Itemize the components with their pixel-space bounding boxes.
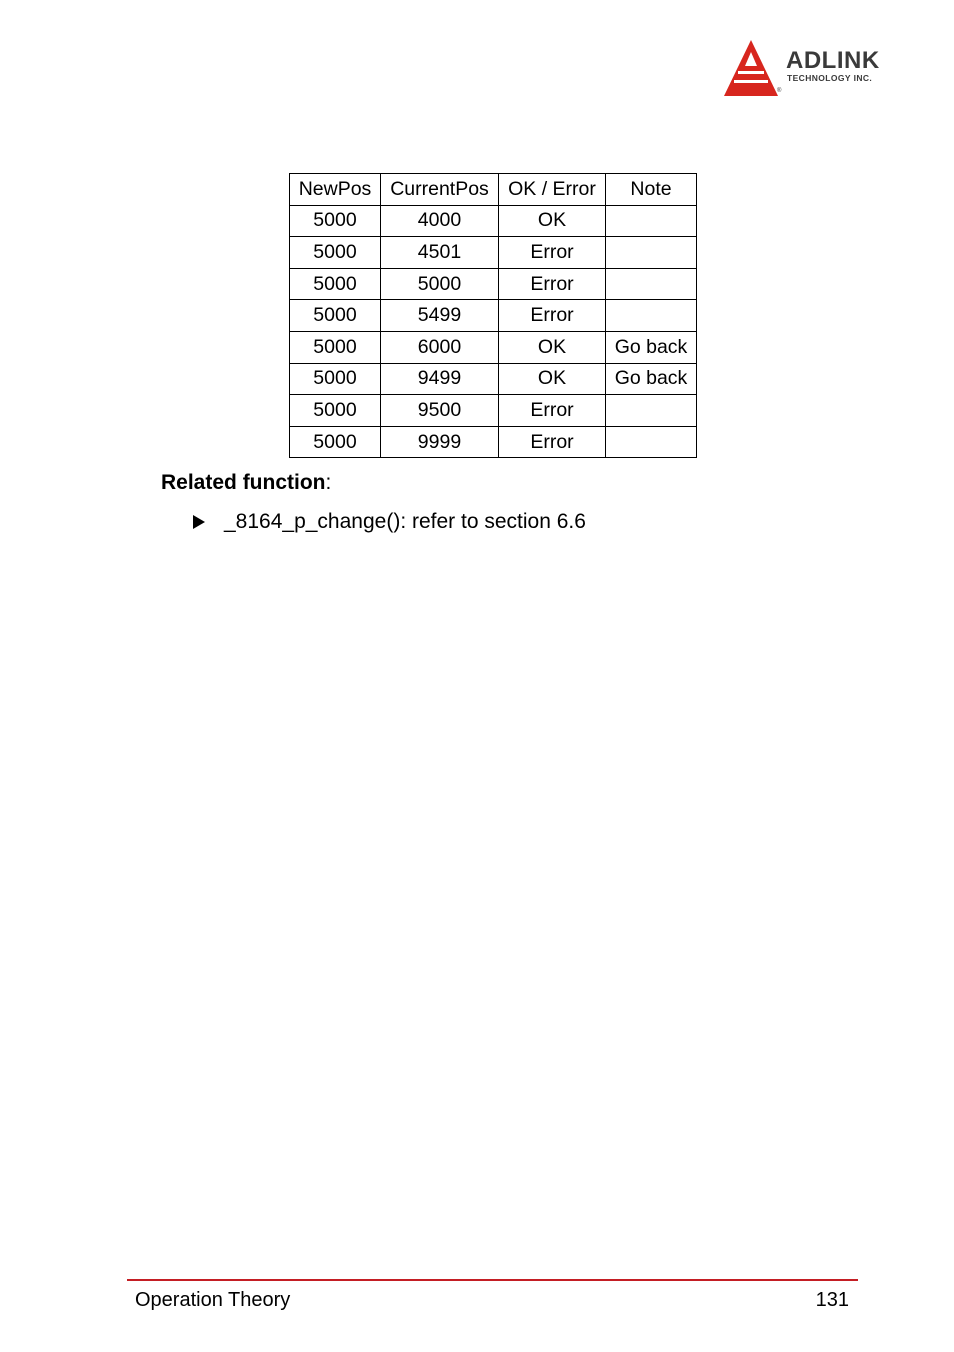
cell-note xyxy=(606,426,697,458)
cell-currentpos: 4501 xyxy=(381,237,499,269)
cell-note xyxy=(606,300,697,332)
related-function-item xyxy=(193,509,586,535)
cell-note: Go back xyxy=(606,331,697,363)
cell-newpos: 5000 xyxy=(290,300,381,332)
cell-currentpos: 9499 xyxy=(381,363,499,395)
table-row xyxy=(290,268,697,300)
cell-status: Error xyxy=(499,268,606,300)
adlink-logo xyxy=(722,38,912,100)
table-row xyxy=(290,237,697,269)
table-row xyxy=(290,331,697,363)
cell-currentpos: 4000 xyxy=(381,205,499,237)
header-note: Note xyxy=(606,174,697,206)
footer-section-title: Operation Theory xyxy=(135,1289,291,1311)
cell-note xyxy=(606,237,697,269)
logo-tagline-text: TECHNOLOGY INC. xyxy=(787,73,873,83)
cell-currentpos: 9500 xyxy=(381,395,499,427)
adlink-triangle-icon xyxy=(722,38,784,100)
position-check-table xyxy=(289,173,697,458)
table-header-row xyxy=(290,174,697,206)
cell-currentpos: 6000 xyxy=(381,331,499,363)
cell-newpos: 5000 xyxy=(290,268,381,300)
cell-status: Error xyxy=(499,426,606,458)
related-function-heading xyxy=(161,470,331,496)
cell-status: OK xyxy=(499,331,606,363)
cell-newpos: 5000 xyxy=(290,331,381,363)
cell-note xyxy=(606,268,697,300)
cell-newpos: 5000 xyxy=(290,395,381,427)
cell-status: Error xyxy=(499,237,606,269)
cell-status: OK xyxy=(499,363,606,395)
logo-registered-mark: ® xyxy=(777,88,782,94)
cell-status: Error xyxy=(499,300,606,332)
cell-note xyxy=(606,205,697,237)
cell-newpos: 5000 xyxy=(290,363,381,395)
table-row xyxy=(290,426,697,458)
related-function-colon: : xyxy=(325,471,332,494)
table-row xyxy=(290,205,697,237)
header-ok-error: OK / Error xyxy=(499,174,606,206)
cell-newpos: 5000 xyxy=(290,237,381,269)
table-row xyxy=(290,395,697,427)
header-currentpos: CurrentPos xyxy=(381,174,499,206)
cell-status: Error xyxy=(499,395,606,427)
cell-newpos: 5000 xyxy=(290,426,381,458)
footer-divider xyxy=(127,1279,858,1281)
cell-newpos: 5000 xyxy=(290,205,381,237)
table-row xyxy=(290,363,697,395)
header-newpos: NewPos xyxy=(290,174,381,206)
cell-note xyxy=(606,395,697,427)
cell-currentpos: 5499 xyxy=(381,300,499,332)
footer-page-number: 131 xyxy=(815,1289,849,1311)
related-function-label: Related function xyxy=(161,471,326,494)
bullet-arrow-icon xyxy=(193,515,205,529)
cell-status: OK xyxy=(499,205,606,237)
logo-brand-text: ADLINK xyxy=(786,47,880,74)
cell-note: Go back xyxy=(606,363,697,395)
cell-currentpos: 5000 xyxy=(381,268,499,300)
table-row xyxy=(290,300,697,332)
related-function-text: _8164_p_change(): refer to section 6.6 xyxy=(224,510,586,533)
cell-currentpos: 9999 xyxy=(381,426,499,458)
